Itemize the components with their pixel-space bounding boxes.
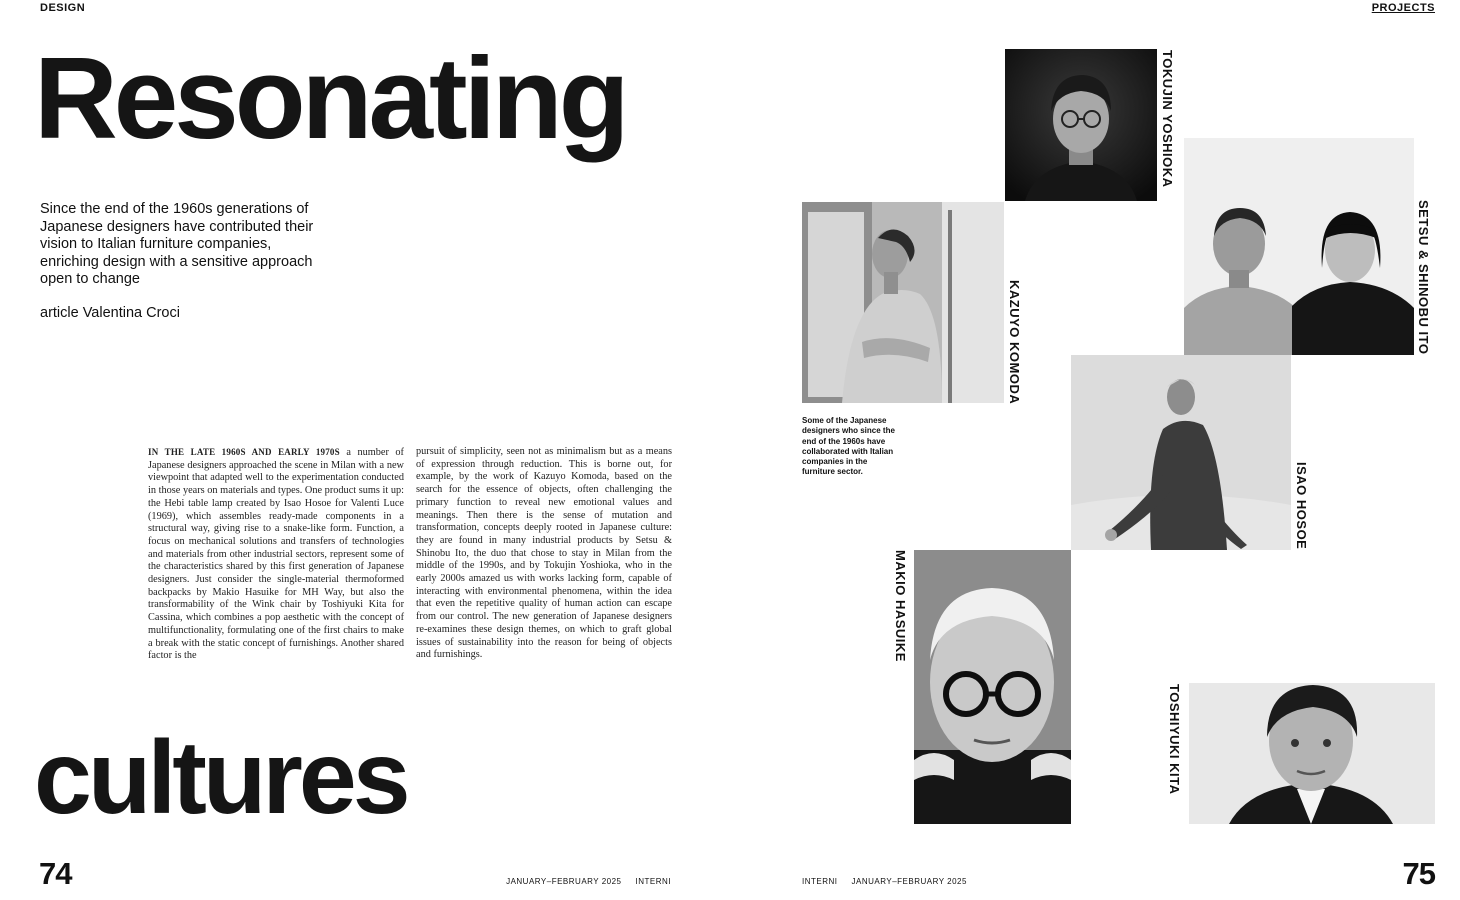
designer-name-toshiyuki-kita: TOSHIYUKI KITA [1167, 684, 1182, 795]
body-column-1-text: a number of Japanese designers approached the scene in Milan with a new viewpoint that adapted well to the experimentation conducted in those years on materials and types. One product sums it up: the Hebi table lamp created by Isao Hosoe for Valenti Luce (1969), which assembles ready-made components in a structural way, giving rise to a snake-like form. Function, a focus on mechanical solutions and transfers of technologies and materials from other industrial sectors, represent some of the characteristics shared by this first generation of Japanese designers. Just consider the single-material thermoformed backpacks by Makio Hasuike for MH Way, but also the transformability of the Wink chair by Toshiyuki Kita for Cassina, which combines a pop aesthetic with the concept of multifunctionality, formulating one of the first chairs to make a break with the static concept of furnishings. Another shared factor is the [148, 447, 404, 662]
designer-name-kazuyo-komoda: KAZUYO KOMODA [1007, 280, 1022, 405]
portrait-isao-hosoe [1071, 355, 1291, 550]
designer-name-tokujin-yoshioka: TOKUJIN YOSHIOKA [1160, 50, 1175, 188]
designer-name-setsu-shinobu-ito: SETSU & SHINOBU ITO [1416, 200, 1431, 355]
portrait-setsu-shinobu-ito [1184, 138, 1414, 355]
footer-magazine-left: INTERNI [635, 877, 671, 886]
photo-caption: Some of the Japanese designers who since the end of the 1960s have collaborated with Italian companies in the furniture sector. [802, 416, 895, 477]
body-lead-in: IN THE LATE 1960S AND EARLY 1970S [148, 447, 340, 457]
article-byline: article Valentina Croci [40, 305, 180, 321]
section-label-design: DESIGN [40, 2, 86, 14]
portrait-tokujin-yoshioka [1005, 49, 1157, 201]
portrait-kazuyo-komoda [802, 202, 1004, 403]
title-line-1: Resonating [34, 33, 626, 163]
footer-date-right: JANUARY–FEBRUARY 2025 [851, 877, 967, 886]
article-subtitle: Since the end of the 1960s generations of Japanese designers have contributed their vision to Italian furniture companies, enriching design with a sensitive approach open to change [40, 201, 314, 287]
designer-name-makio-hasuike: MAKIO HASUIKE [893, 550, 908, 662]
title-line-2: cultures [34, 720, 407, 836]
footer-magazine-right: INTERNI [802, 877, 838, 886]
footer-right [802, 877, 967, 886]
portrait-makio-hasuike [914, 550, 1071, 824]
page-number-left: 74 [39, 856, 72, 891]
designer-name-isao-hosoe: ISAO HOSOE [1294, 462, 1309, 550]
footer-left [506, 877, 671, 886]
body-column-1 [148, 446, 404, 663]
section-label-projects[interactable]: PROJECTS [1371, 2, 1435, 14]
body-column-2: pursuit of simplicity, seen not as minimalism but as a means of expression through reduction. This is borne out, for example, by the work of Kazuyo Komoda, based on the search for the essence of objects, often challenging the primary function to reveal new emotional values and meanings. Then there is the sense of mutation and transformation, concepts deeply rooted in Japanese culture: they are found in many industrial products by Setsu & Shinobu Ito, the duo that chose to stay in Milan from the middle of the 1990s, and by Tokujin Yoshioka, who in the early 2000s amazed us with works lacking form, capable of interacting with environmental phenomena, within the idea that even the repetitive quality of human action can escape from our control. The new generation of Japanese designers re-examines these design themes, on which to graft global issues of sustainability into the reason for being of objects and furnishings. [416, 446, 672, 661]
page-number-right: 75 [1402, 856, 1435, 891]
footer-date-left: JANUARY–FEBRUARY 2025 [506, 877, 622, 886]
portrait-toshiyuki-kita [1189, 683, 1435, 824]
